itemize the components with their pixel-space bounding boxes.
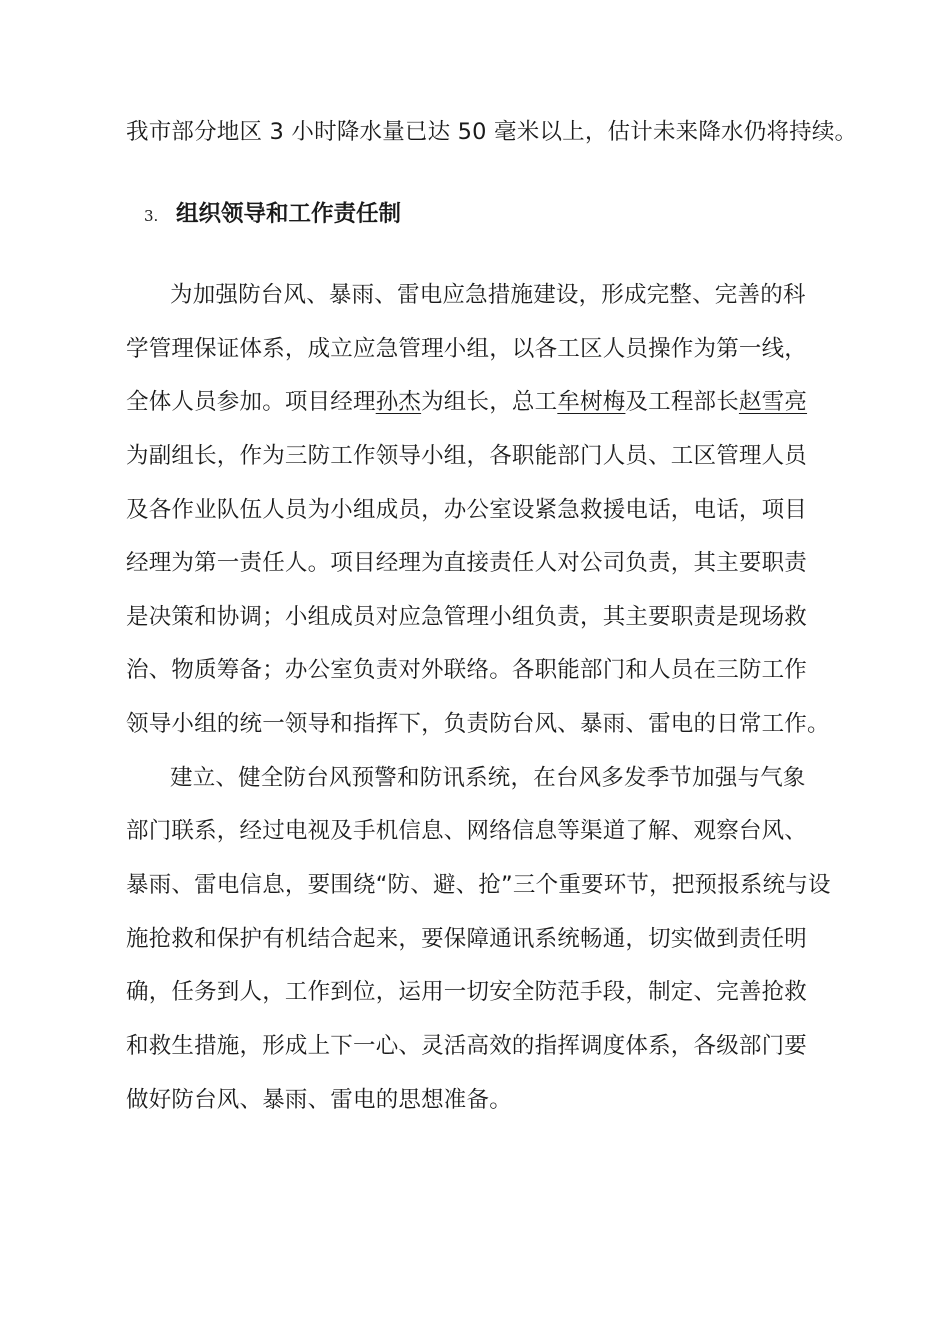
- engineering-head-name: 赵雪亮: [738, 389, 808, 415]
- para2-line-2: 部门联系，经过电视及手机信息、网络信息等渠道了解、观察台风、: [126, 818, 808, 844]
- chief-engineer-name: 牟树梅: [557, 389, 626, 415]
- section-number: 3.: [144, 207, 159, 225]
- para1-line-1: 为加强防台风、暴雨、雷电应急措施建设，形成完整、完善的科: [170, 282, 806, 308]
- para1-line-3-text-b: 为组长，总工: [421, 389, 558, 415]
- section-heading: [144, 199, 401, 231]
- para1-line-3: [126, 387, 807, 417]
- para1-line-4: 为副组长，作为三防工作领导小组，各职能部门人员、工区管理人员: [126, 443, 808, 469]
- para1-line-3-text-c: 及工程部长: [625, 389, 739, 415]
- section-title: 组织领导和工作责任制: [176, 201, 402, 227]
- para1-line-8: 治、物质筹备；办公室负责对外联络。各职能部门和人员在三防工作: [126, 657, 808, 683]
- para1-line-6: 经理为第一责任人。项目经理为直接责任人对公司负责，其主要职责: [126, 550, 808, 576]
- para2-line-6: 和救生措施，形成上下一心、灵活高效的指挥调度体系，各级部门要: [126, 1033, 808, 1059]
- para1-line-7: 是决策和协调；小组成员对应急管理小组负责，其主要职责是现场救: [126, 604, 808, 630]
- para2-line-7: 做好防台风、暴雨、雷电的思想准备。: [126, 1087, 512, 1113]
- para2-line-4: 施抢救和保护有机结合起来，要保障通讯系统畅通，切实做到责任明: [126, 926, 808, 952]
- para1-line-2: 学管理保证体系，成立应急管理小组，以各工区人员操作为第一线，: [126, 336, 808, 362]
- para2-line-5: 确，任务到人，工作到位，运用一切安全防范手段，制定、完善抢救: [126, 979, 808, 1005]
- leader-name: 孙杰: [375, 389, 422, 415]
- para1-line-3-text-a: 全体人员参加。项目经理: [126, 389, 376, 415]
- para1-line-5: 及各作业队伍人员为小组成员，办公室设紧急救援电话，电话，项目: [126, 497, 808, 523]
- para1-line-9: 领导小组的统一领导和指挥下，负责防台风、暴雨、雷电的日常工作。: [126, 711, 830, 737]
- para2-line-1: 建立、健全防台风预警和防讯系统，在台风多发季节加强与气象: [170, 765, 806, 791]
- intro-line: 我市部分地区 3 小时降水量已达 50 毫米以上，估计未来降水仍将持续。: [126, 119, 858, 145]
- para2-line-3: 暴雨、雷电信息，要围绕“防、避、抢”三个重要环节，把预报系统与设: [126, 872, 831, 898]
